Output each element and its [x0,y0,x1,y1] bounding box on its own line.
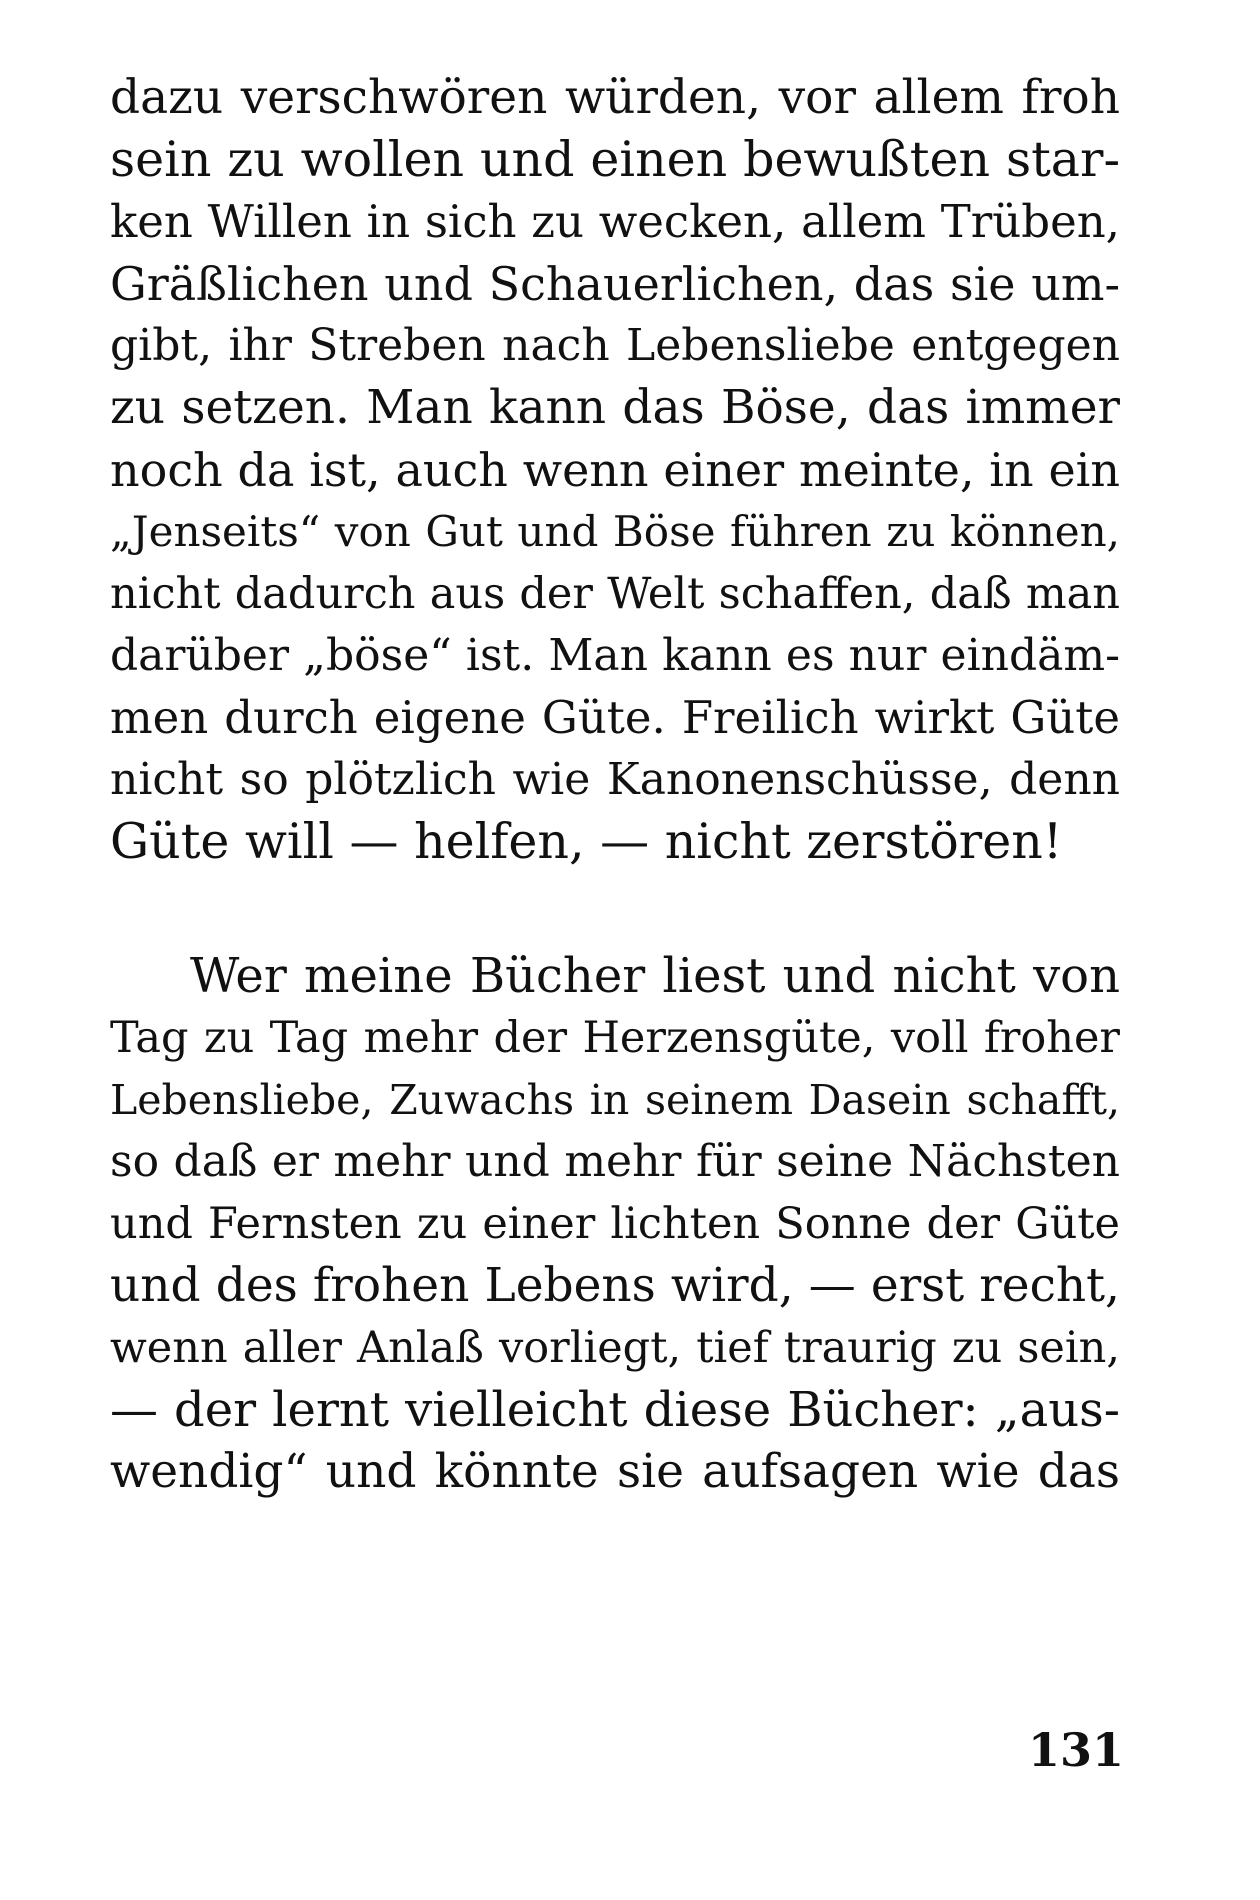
text-line: sein zu wollen und einen bewußten star- [110,131,1120,188]
page-number: 131 [1027,1723,1124,1777]
text-line: Gräßlichen und Schauerlichen, das sie um- [110,257,1120,311]
text-line: wendig“ und könnte sie aufsagen wie das [110,1444,1120,1499]
text-line: Wer meine Bücher liest und nicht von [190,948,1120,1004]
text-line: ken Willen in sich zu wecken, allem Trüben, [110,195,1120,248]
text-line: so daß er mehr und mehr für seine Nächsten [110,1136,1120,1187]
text-line: zu setzen. Man kann das Böse, das immer [110,380,1120,435]
text-line: darüber „böse“ ist. Man kann es nur eindäm- [110,630,1120,681]
text-line: und Fernsten zu einer lichten Sonne der Güte [110,1199,1120,1249]
text-line: dazu verschwören würden, vor allem froh [110,70,1120,125]
text-line: wenn aller Anlaß vorliegt, tief traurig zu sein, [110,1323,1120,1373]
text-line: „Jenseits“ von Gut und Böse führen zu können, [110,507,1120,556]
text-line: nicht dadurch aus der Welt schaffen, daß man [110,569,1120,619]
text-line: Güte will — helfen, — nicht zerstören! [110,813,1063,870]
text-line: men durch eigene Güte. Freilich wirkt Güte [110,691,1120,744]
text-line: gibt, ihr Streben nach Lebensliebe entgegen [110,320,1120,371]
text-line: — der lernt vielleicht diese Bücher: „aus- [110,1382,1120,1438]
text-line: Tag zu Tag mehr der Herzensgüte, voll froher [110,1013,1120,1063]
text-line: und des frohen Lebens wird, — erst recht, [110,1258,1120,1313]
text-line: noch da ist, auch wenn einer meinte, in ein [110,443,1120,497]
text-line: nicht so plötzlich wie Kanonenschüsse, denn [110,754,1120,805]
text-line: Lebensliebe, Zuwachs in seinem Dasein schafft, [110,1076,1120,1124]
